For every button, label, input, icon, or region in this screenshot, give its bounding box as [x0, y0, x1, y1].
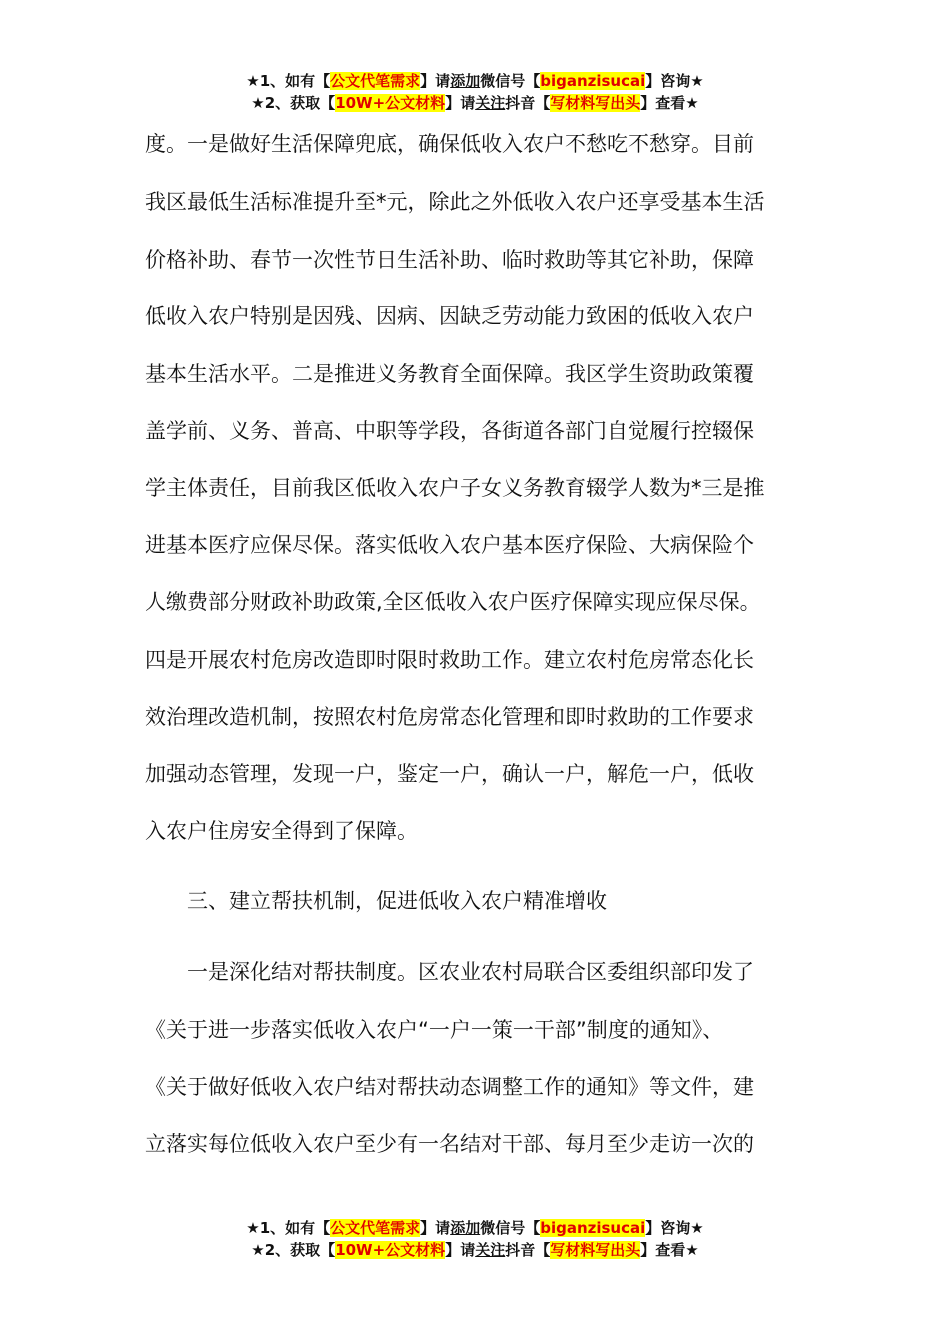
banner-underline: 添加 — [450, 1219, 481, 1237]
banner-text: 微信号【 — [480, 1219, 541, 1237]
banner-text: 】请 — [420, 72, 451, 90]
banner-highlight: 写材料写出头 — [550, 1241, 641, 1259]
banner-text: ★2、获取【 — [251, 94, 336, 112]
body-line: 进基本医疗应保尽保。落实低收入农户基本医疗保险、大病保险个 — [145, 533, 754, 557]
body-line: 人缴费部分财政补助政策,全区低收入农户医疗保障实现应保尽保。 — [145, 590, 761, 614]
banner-text: 】咨询★ — [645, 72, 704, 90]
footer-banner — [0, 1217, 950, 1261]
body-line: 低收入农户特别是因残、因病、因缺乏劳动能力致困的低收入农户 — [145, 304, 754, 328]
header-banner — [0, 70, 950, 114]
body-line: 学主体责任，目前我区低收入农户子女义务教育辍学人数为*三是推 — [145, 476, 765, 500]
banner-text: ★1、如有【 — [246, 72, 331, 90]
body-line: 我区最低生活标准提升至*元，除此之外低收入农户还享受基本生活 — [145, 190, 765, 214]
banner-text: 】查看★ — [640, 94, 699, 112]
banner-highlight: biganzisucai — [540, 72, 646, 90]
banner-line-1 — [0, 1217, 950, 1239]
banner-highlight: 10W+公文材料 — [335, 94, 446, 112]
body-line: 一是深化结对帮扶制度。区农业农村局联合区委组织部印发了 — [145, 960, 754, 984]
body-line: 基本生活水平。二是推进义务教育全面保障。我区学生资助政策覆 — [145, 362, 754, 386]
banner-highlight: 公文代笔需求 — [330, 1219, 421, 1237]
banner-text: ★1、如有【 — [246, 1219, 331, 1237]
banner-line-1 — [0, 70, 950, 92]
banner-highlight: 10W+公文材料 — [335, 1241, 446, 1259]
body-line: 立落实每位低收入农户至少有一名结对干部、每月至少走访一次的 — [145, 1132, 754, 1156]
banner-text: 】查看★ — [640, 1241, 699, 1259]
banner-text: 】请 — [445, 94, 476, 112]
banner-underline: 添加 — [450, 72, 481, 90]
banner-text: 】请 — [445, 1241, 476, 1259]
body-line: 四是开展农村危房改造即时限时救助工作。建立农村危房常态化长 — [145, 648, 754, 672]
body-line: 度。一是做好生活保障兜底，确保低收入农户不愁吃不愁穿。目前 — [145, 132, 754, 156]
banner-underline: 关注 — [475, 1241, 506, 1259]
body-line: 《关于做好低收入农户结对帮扶动态调整工作的通知》等文件，建 — [145, 1075, 754, 1099]
section-heading: 三、建立帮扶机制，促进低收入农户精准增收 — [145, 889, 607, 913]
body-line: 《关于进一步落实低收入农户“一户一策一干部”制度的通知》、 — [145, 1018, 724, 1042]
banner-text: 抖音【 — [505, 94, 551, 112]
body-line: 价格补助、春节一次性节日生活补助、临时救助等其它补助，保障 — [145, 248, 754, 272]
banner-line-2 — [0, 92, 950, 114]
body-line: 效治理改造机制，按照农村危房常态化管理和即时救助的工作要求 — [145, 705, 754, 729]
banner-text: ★2、获取【 — [251, 1241, 336, 1259]
banner-highlight: 写材料写出头 — [550, 94, 641, 112]
body-line: 入农户住房安全得到了保障。 — [145, 819, 418, 843]
banner-highlight: 公文代笔需求 — [330, 72, 421, 90]
banner-text: 】请 — [420, 1219, 451, 1237]
banner-text: 微信号【 — [480, 72, 541, 90]
banner-text: 】咨询★ — [645, 1219, 704, 1237]
banner-line-2 — [0, 1239, 950, 1261]
body-line: 加强动态管理，发现一户，鉴定一户，确认一户，解危一户，低收 — [145, 762, 754, 786]
banner-highlight: biganzisucai — [540, 1219, 646, 1237]
banner-underline: 关注 — [475, 94, 506, 112]
banner-text: 抖音【 — [505, 1241, 551, 1259]
body-line: 盖学前、义务、普高、中职等学段，各街道各部门自觉履行控辍保 — [145, 419, 754, 443]
